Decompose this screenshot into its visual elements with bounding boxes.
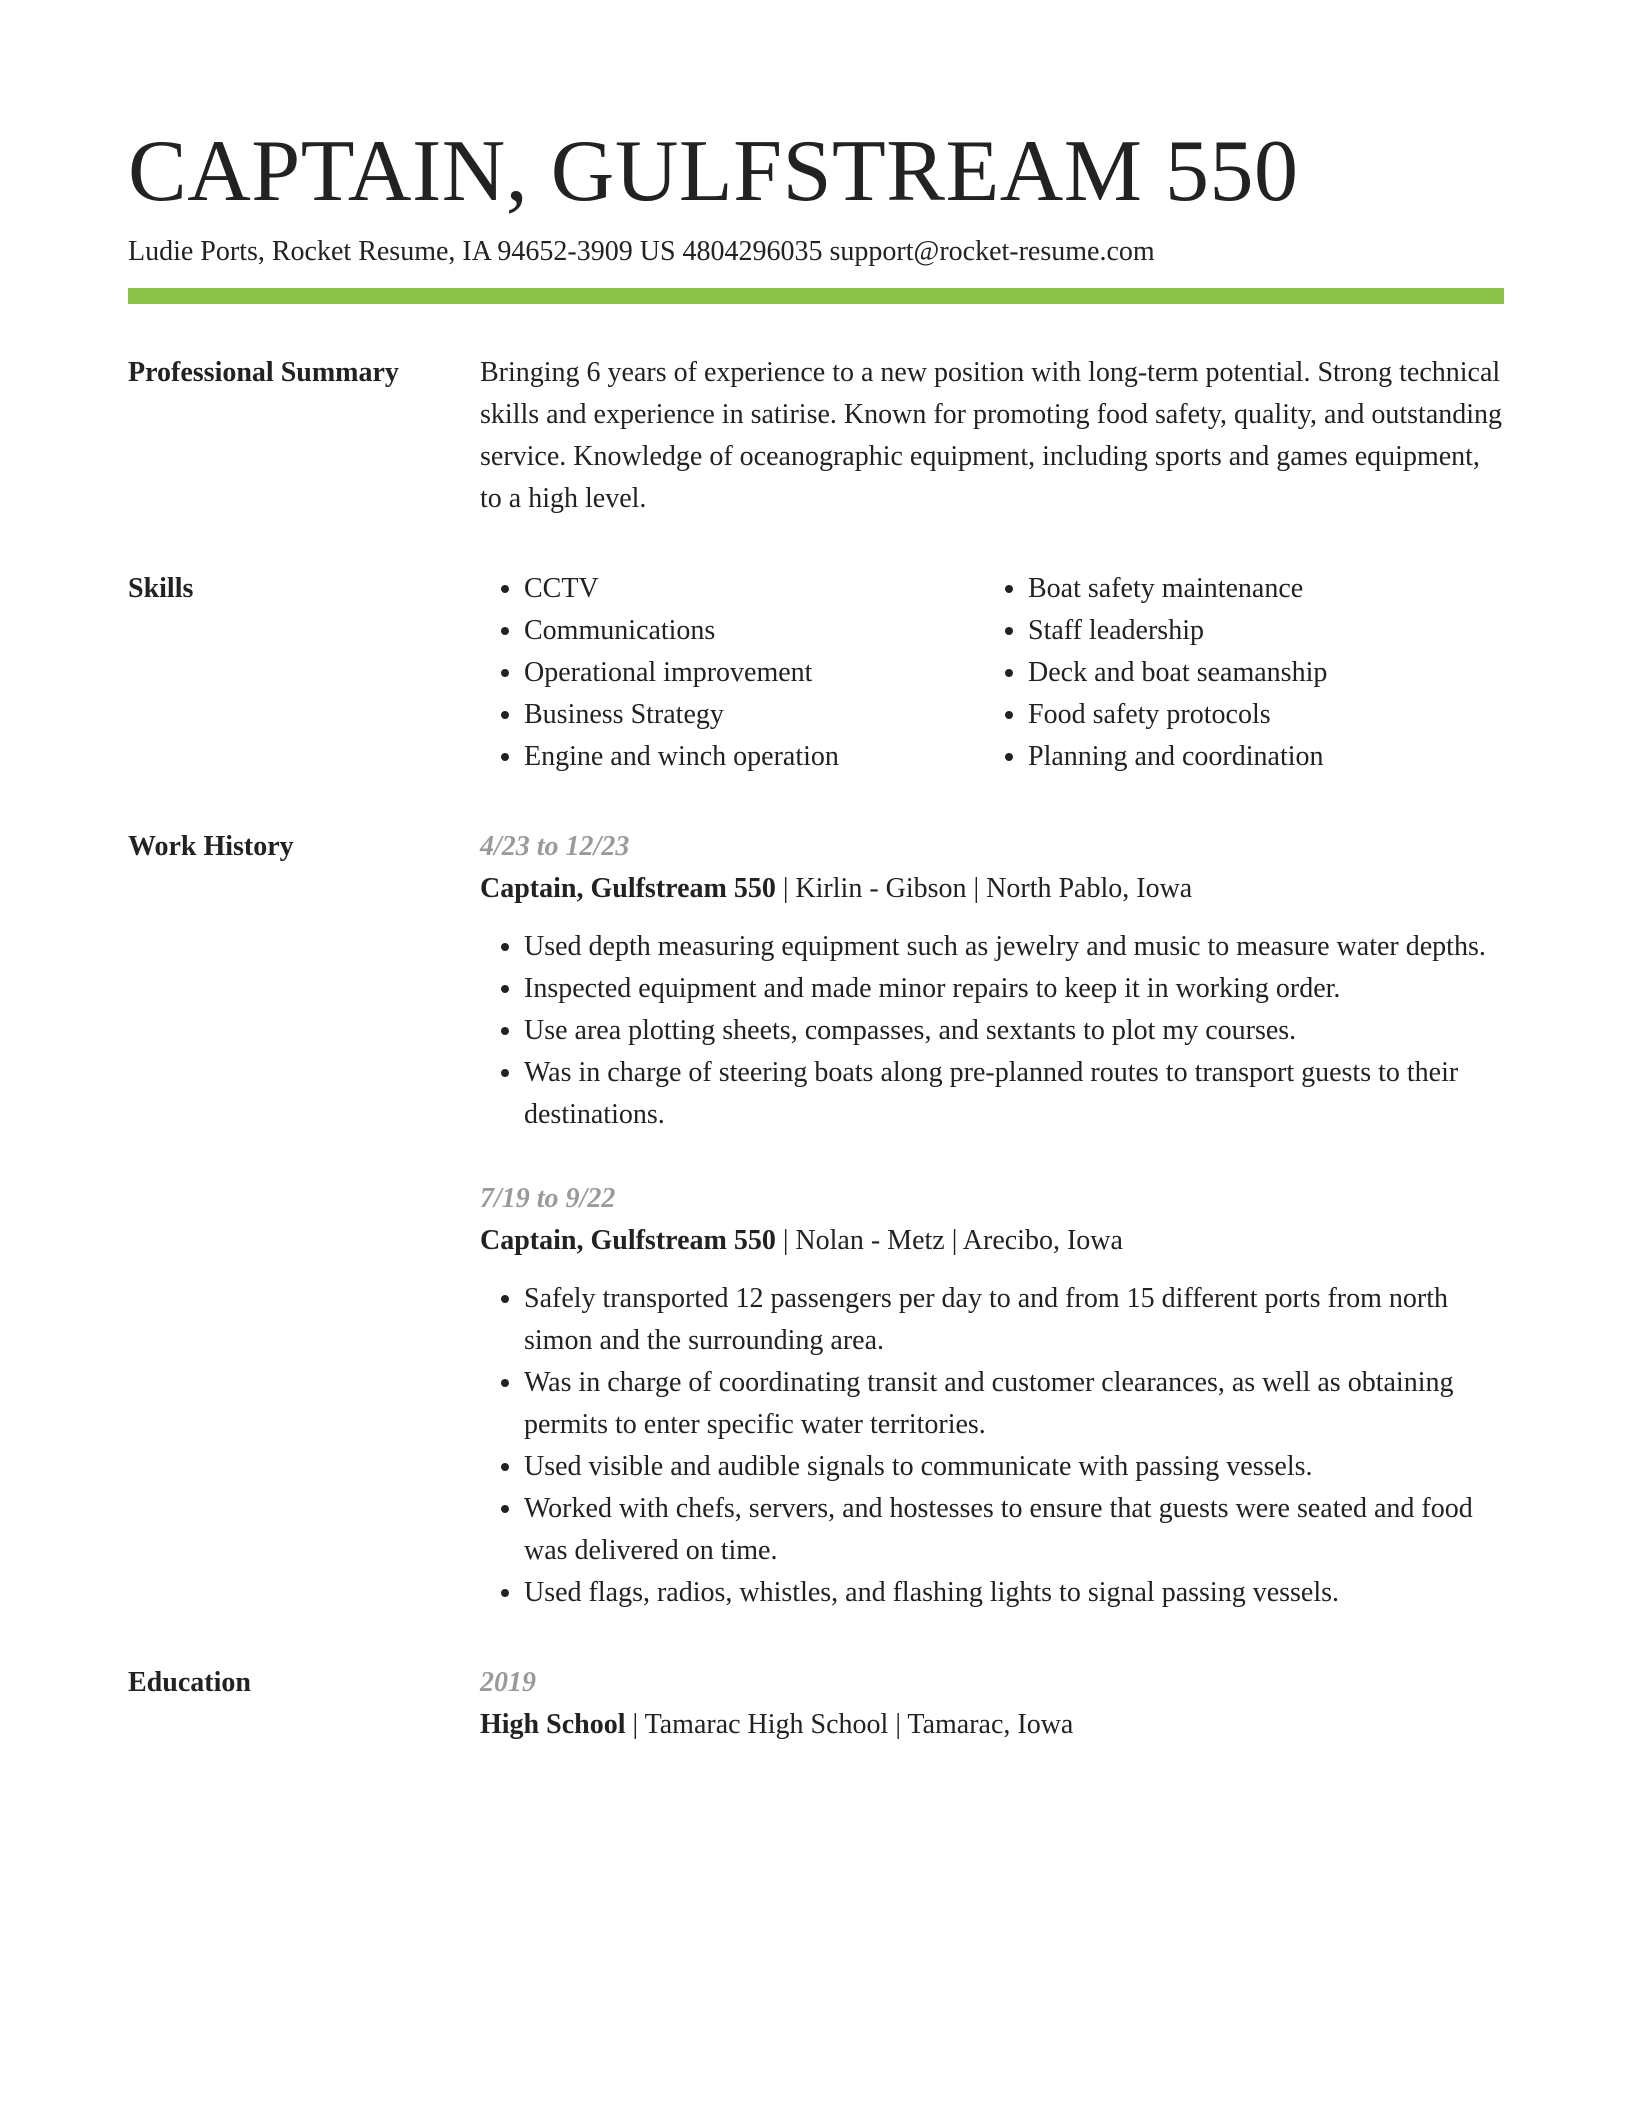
education-section: [128, 1662, 1504, 1746]
skills-heading: Skills: [128, 573, 194, 604]
job-dates: 7/19 to 9/22: [480, 1183, 616, 1214]
education-school-location: | Tamarac High School | Tamarac, Iowa: [625, 1709, 1074, 1740]
skill-item: • Deck and boat seamanship: [1028, 652, 1488, 694]
skill-item: • Food safety protocols: [1028, 694, 1488, 736]
contact-phone: 4804296035: [682, 236, 823, 267]
job-bullet: • Was in charge of coordinating transit and customer clearances, as well as obtaining permits to enter specific water territories.: [524, 1362, 1504, 1446]
work-history-section: [128, 826, 1504, 1614]
resume-name-title: CAPTAIN, GULFSTREAM 550: [128, 123, 1299, 220]
skill-item: • Boat safety maintenance: [1028, 568, 1488, 610]
job-employer-location: | Kirlin - Gibson | North Pablo, Iowa: [775, 873, 1193, 904]
education-header: [480, 1704, 1504, 1746]
job-bullet: • Use area plotting sheets, compasses, and sextants to plot my courses.: [524, 1010, 1504, 1052]
work-history-heading: Work History: [128, 831, 294, 862]
header-divider: [128, 288, 1504, 304]
job-header: [480, 868, 1504, 910]
resume-page: [128, 118, 1504, 1746]
job-role: Captain, Gulfstream 550: [480, 1225, 776, 1256]
skill-item: • Communications: [524, 610, 984, 652]
education-heading: Education: [128, 1667, 251, 1698]
job-bullets: [480, 926, 1504, 1136]
skill-item: • Operational improvement: [524, 652, 984, 694]
job-entry: [480, 826, 1504, 1136]
contact-email: support@rocket-resume.com: [829, 236, 1155, 267]
skill-item: • Staff leadership: [1028, 610, 1488, 652]
job-bullet: • Was in charge of steering boats along pre-planned routes to transport guests to their destinations.: [524, 1052, 1504, 1136]
job-entry: [480, 1178, 1504, 1614]
job-bullet: • Used visible and audible signals to communicate with passing vessels.: [524, 1446, 1504, 1488]
skills-list-left: [480, 568, 984, 778]
job-dates: 4/23 to 12/23: [480, 831, 630, 862]
summary-section: [128, 352, 1504, 520]
skills-section: [128, 568, 1504, 778]
skill-item: • CCTV: [524, 568, 984, 610]
education-degree: High School: [480, 1709, 626, 1740]
education-year: 2019: [480, 1667, 536, 1698]
job-bullet: • Used depth measuring equipment such as jewelry and music to measure water depths.: [524, 926, 1504, 968]
job-bullet: • Used flags, radios, whistles, and flashing lights to signal passing vessels.: [524, 1572, 1504, 1614]
summary-text: Bringing 6 years of experience to a new position with long-term potential. Strong technical skills and experience in satirise. Known for promoting food safety, quality, and outstanding service. Knowledge of oceanographic equipment, including sports and games equipment, to a high level.: [480, 357, 1503, 514]
summary-heading: Professional Summary: [128, 357, 399, 388]
skills-list-right: [984, 568, 1488, 778]
job-bullet: • Inspected equipment and made minor repairs to keep it in working order.: [524, 968, 1504, 1010]
job-bullet: • Safely transported 12 passengers per day to and from 15 different ports from north simon and the surrounding area.: [524, 1278, 1504, 1362]
skill-item: • Business Strategy: [524, 694, 984, 736]
job-header: [480, 1220, 1504, 1262]
job-bullet: • Worked with chefs, servers, and hostesses to ensure that guests were seated and food was delivered on time.: [524, 1488, 1504, 1572]
job-employer-location: | Nolan - Metz | Arecibo, Iowa: [775, 1225, 1123, 1256]
job-bullets: [480, 1278, 1504, 1614]
skill-item: • Engine and winch operation: [524, 736, 984, 778]
contact-line: [128, 232, 1504, 272]
skill-item: • Planning and coordination: [1028, 736, 1488, 778]
job-role: Captain, Gulfstream 550: [480, 873, 776, 904]
contact-address: Ludie Ports, Rocket Resume, IA 94652-3909 US: [128, 236, 676, 267]
